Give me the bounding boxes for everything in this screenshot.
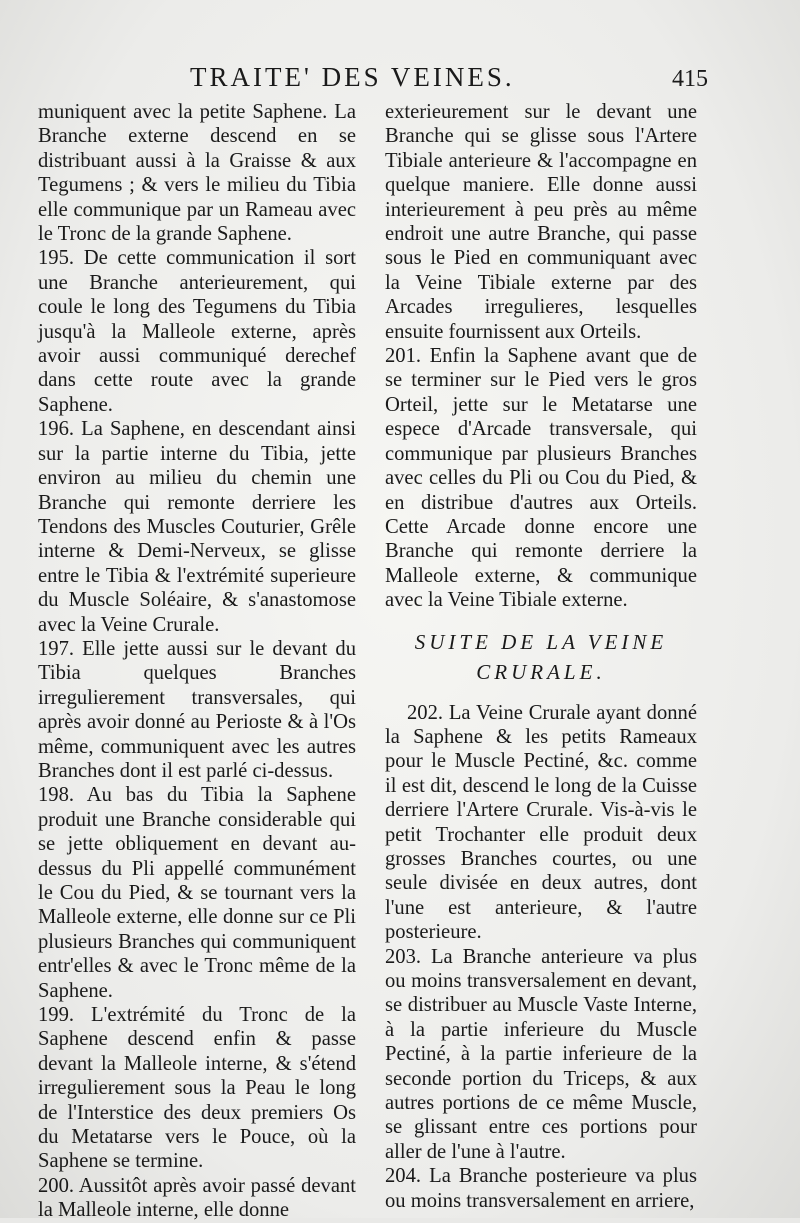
section-title-line: SUITE DE LA VEINE [414, 629, 668, 654]
left-column [38, 100, 356, 1223]
paragraph: 200. Aussitôt après avoir passé devant la Malleole interne, elle donne [38, 1174, 356, 1222]
paragraph: 195. De cette communication il sort une Branche anterieurement, qui coule le long des Tegumens du Tibia jusqu'à la Malleole externe, après avoir aussi communiqué derechef dans cette route avec la grande Saphene. [38, 247, 356, 416]
paragraph: 203. La Branche anterieure va plus ou moins transversalement en devant, se distribuer au Muscle Vaste Interne, à la partie inferieure du Muscle Pectiné, à la partie inferieure de la seconde portion du Triceps, & aux autres portions de ce même Muscle, se glissant entre ces portions pour aller de l'une à l'autre. [385, 945, 697, 1163]
section-title-line: CRURALE. [476, 659, 606, 684]
paragraph: 201. Enfin la Saphene avant que de se terminer sur le Pied vers le gros Orteil, jette sur le Metatarse une espece d'Arcade transversale, qui communique par plusieurs Branches avec celles du Pli ou Cou du Pied, & en distribue d'autres aux Orteils. Cette Arcade donne encore une Branche qui remonte derriere la Malleole externe, & communique avec la Veine Tibiale externe. [385, 345, 697, 612]
right-column [385, 100, 697, 1213]
section-title [385, 627, 697, 687]
paragraph: 202. La Veine Crurale ayant donné la Saphene & les petits Rameaux pour le Muscle Pectiné, &c. comme il est dit, descend le long de la Cuisse derriere l'Artere Crurale. Vis-à-vis le petit Trochanter elle produit deux grosses Branches courtes, ou une seule divisée en deux autres, dont l'une est anterieure, & l'autre posterieure. [385, 701, 697, 944]
paragraph: 196. La Saphene, en descendant ainsi sur la partie interne du Tibia, jette environ au milieu du chemin une Branche qui remonte derriere les Tendons des Muscles Couturier, Grêle interne & Demi-Nerveux, se glisse entre le Tibia & l'extrémité superieure du Muscle Soléaire, & s'anastomose avec la Veine Crurale. [38, 418, 356, 636]
paragraph: exterieurement sur le devant une Branche qui se glisse sous l'Artere Tibiale anterieure & l'accompagne en quelque maniere. Elle donne aussi interieurement à peu près au même endroit une autre Branche, qui passe sous le Pied en communiquant avec la Veine Tibiale externe par des Arcades irregulieres, lesquelles ensuite fournissent aux Orteils. [385, 101, 697, 343]
paragraph: muniquent avec la petite Saphene. La Branche externe descend en se distribuant aussi à la Graisse & aux Tegumens ; & vers le milieu du Tibia elle communique par un Rameau avec le Tronc de la grande Saphene. [38, 101, 356, 246]
running-head: TRAITE' DES VEINES. [190, 62, 515, 92]
paragraph: 197. Elle jette aussi sur le devant du Tibia quelques Branches irregulierement transversales, qui après avoir donné au Perioste & à l'Os même, communiquent avec les autres Branches dont il est parlé ci-dessus. [38, 637, 356, 782]
paragraph: 198. Au bas du Tibia la Saphene produit une Branche considerable qui se jette obliquement en devant au-dessus du Pli appellé communément le Cou du Pied, & se tournant vers la Malleole externe, elle donne sur ce Pli plusieurs Branches qui communiquent entr'elles & avec le Tronc même de la Saphene. [38, 784, 356, 1002]
paragraph: 199. L'extrémité du Tronc de la Saphene descend enfin & passe devant la Malleole interne, & s'étend irregulierement sous la Peau le long de l'Interstice des deux premiers Os du Metatarse vers le Pouce, où la Saphene se termine. [38, 1004, 356, 1173]
page-number: 415 [672, 66, 708, 92]
paragraph: 204. La Branche posterieure va plus ou moins transversalement en arriere, [385, 1165, 697, 1212]
